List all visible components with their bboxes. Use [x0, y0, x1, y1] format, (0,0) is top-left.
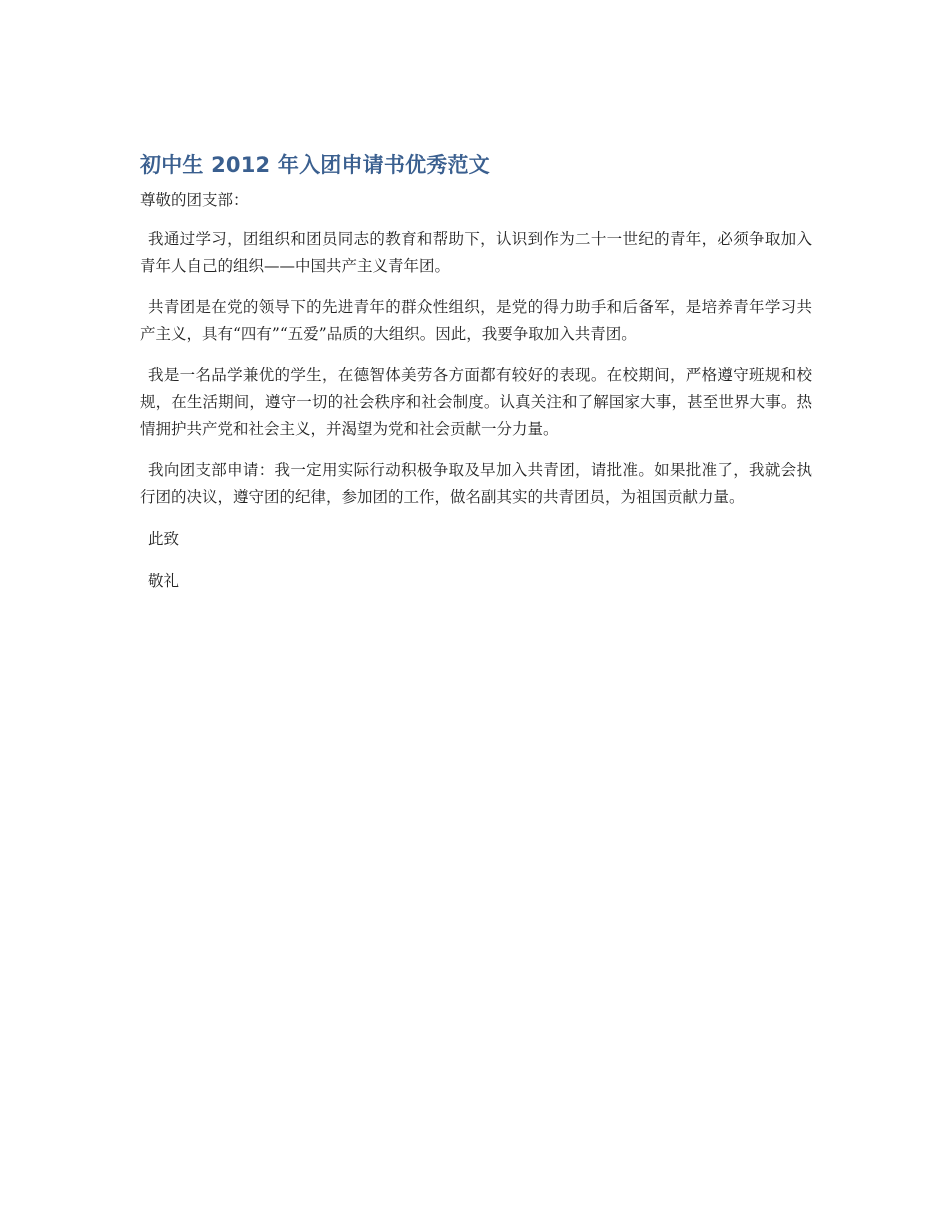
closing-jingli: 敬礼	[148, 572, 180, 590]
paragraph-3: 我是一名品学兼优的学生，在德智体美劳各方面都有较好的表现。在校期间，严格遵守班规和校规，在生活期间，遵守一切的社会秩序和社会制度。认真关注和了解国家大事，甚至世界大事。热情拥护共产党和社会主义，并渴望为党和社会贡献一分力量。	[140, 366, 812, 438]
document-page	[140, 148, 812, 609]
paragraph-4: 我向团支部申请：我一定用实际行动积极争取及早加入共青团，请批准。如果批准了，我就会执行团的决议，遵守团的纪律，参加团的工作，做名副其实的共青团员，为祖国贡献力量。	[140, 461, 812, 506]
paragraph-1: 我通过学习，团组织和团员同志的教育和帮助下，认识到作为二十一世纪的青年，必须争取加入青年人自己的组织——中国共产主义青年团。	[140, 230, 812, 275]
paragraph-2: 共青团是在党的领导下的先进青年的群众性组织，是党的得力助手和后备军，是培养青年学习共产主义，具有“四有”“五爱”品质的大组织。因此，我要争取加入共青团。	[140, 298, 812, 343]
closing-cizhi: 此致	[148, 530, 180, 548]
document-title: 初中生 2012 年入团申请书优秀范文	[140, 153, 490, 177]
salutation: 尊敬的团支部：	[140, 191, 249, 209]
